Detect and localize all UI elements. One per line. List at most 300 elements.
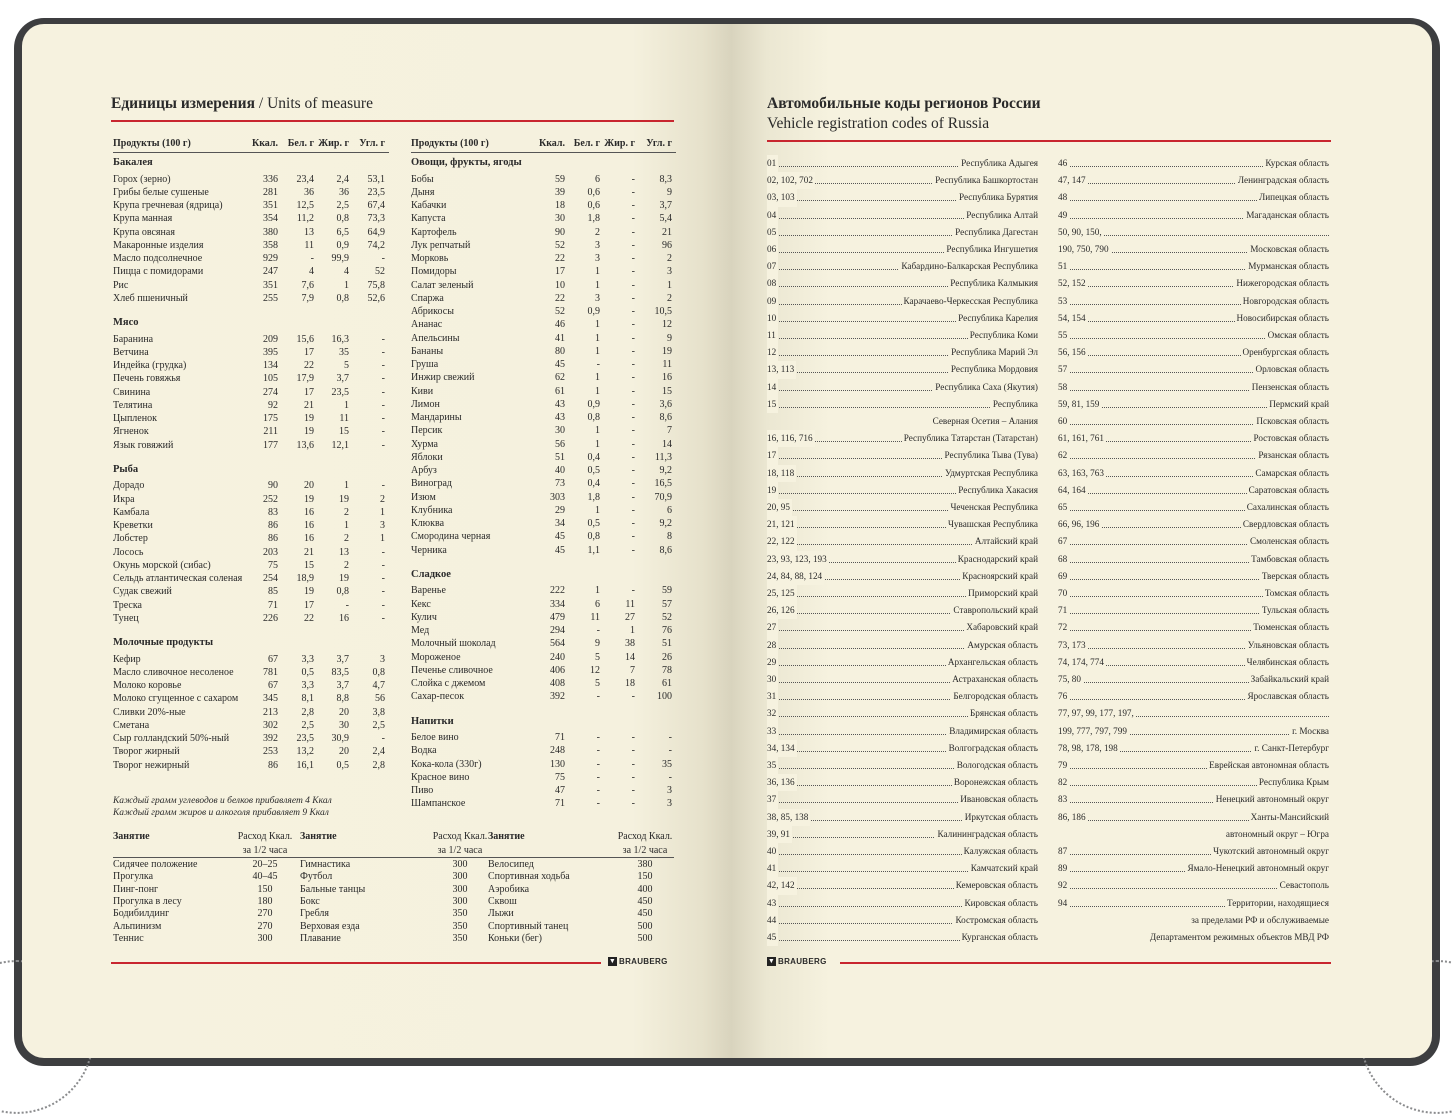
region-name: Магаданская область	[1244, 207, 1329, 224]
food-kcal: 45	[555, 359, 565, 370]
units-title-separator: /	[255, 95, 268, 112]
food-row	[113, 719, 389, 732]
food-row	[113, 706, 389, 719]
food-fat: 1	[630, 625, 635, 636]
vehicle-code: 54, 154	[1058, 310, 1088, 327]
food-name: Кока-кола (330г)	[411, 758, 482, 770]
vehicle-code-row	[1058, 654, 1329, 671]
food-fat: 6,5	[336, 226, 349, 238]
vehicle-code-row	[767, 740, 1038, 757]
region-name: Камчатский край	[969, 860, 1038, 877]
vehicle-code: 31	[767, 688, 778, 705]
food-name: Кекс	[411, 598, 431, 610]
vehicle-code: 62	[1058, 447, 1069, 464]
food-carbs: 9,2	[659, 518, 672, 529]
food-kcal: 30	[555, 213, 565, 225]
activity-header-consumption: Расход Ккал.	[432, 831, 488, 842]
food-name: Слойка с джемом	[411, 678, 486, 689]
food-carbs: 3,7	[659, 200, 672, 211]
food-carbs: -	[381, 559, 385, 571]
food-protein: 0,5	[587, 518, 600, 529]
food-name: Макаронные изделия	[113, 239, 204, 251]
food-fat: -	[631, 226, 635, 238]
vehicle-code-row	[767, 293, 1038, 310]
food-fat: 2	[344, 506, 349, 518]
food-row	[411, 744, 676, 757]
food-kcal: 302	[263, 719, 278, 731]
food-row	[411, 239, 676, 252]
food-name: Грибы белые сушеные	[113, 186, 209, 198]
region-name: Республика Бурятия	[957, 189, 1038, 206]
activity-row	[488, 908, 675, 920]
food-kcal: 45	[555, 544, 565, 556]
food-name: Бананы	[411, 345, 444, 357]
food-carbs: 52,6	[367, 292, 385, 304]
food-name: Пицца с помидорами	[113, 266, 204, 278]
vehicle-code-row	[767, 155, 1038, 172]
food-carbs: 51	[662, 638, 672, 650]
vehicle-code: 63, 163, 763	[1058, 465, 1106, 482]
food-protein: 16	[304, 520, 314, 531]
region-name: Воронежская область	[952, 774, 1038, 791]
food-row	[113, 333, 389, 346]
vehicle-code: 69	[1058, 568, 1069, 585]
vehicle-codes-title-ru: Автомобильные коды регионов России	[767, 95, 1041, 112]
region-name: Орловская область	[1253, 361, 1329, 378]
activity-kcal: 350	[452, 933, 468, 945]
food-kcal: 59	[555, 173, 565, 185]
food-fat: 27	[625, 611, 635, 623]
food-fat: 16	[339, 612, 349, 624]
food-fat: -	[631, 491, 635, 503]
food-row	[411, 371, 676, 384]
vehicle-code-row	[767, 241, 1038, 258]
food-protein: 5	[595, 651, 600, 663]
food-kcal: 408	[550, 678, 565, 689]
food-protein: 0,6	[587, 186, 600, 198]
food-carbs: -	[381, 599, 385, 611]
vehicle-code: 73, 173	[1058, 637, 1088, 654]
food-kcal: 29	[555, 504, 565, 516]
vehicle-code: 02, 102, 702	[767, 172, 815, 189]
food-row	[411, 491, 676, 504]
activity-name: Сидячее положение	[113, 859, 198, 870]
food-row	[113, 572, 389, 585]
activity-header-rule	[113, 857, 674, 858]
vehicle-code: 03, 103	[767, 189, 797, 206]
food-kcal: 175	[263, 413, 278, 424]
activity-row	[113, 896, 295, 908]
region-name: Республика Марий Эл	[949, 344, 1038, 361]
food-kcal: 281	[263, 186, 278, 198]
region-name: Калининградская область	[935, 826, 1038, 843]
vehicle-code: 26, 126	[767, 602, 797, 619]
vehicle-code-row	[767, 568, 1038, 585]
region-name: Пензенская область	[1250, 379, 1329, 396]
vehicle-code: 94	[1058, 895, 1069, 912]
vehicle-code-row	[1058, 224, 1329, 241]
food-protein: 13	[304, 226, 314, 238]
food-protein: -	[596, 732, 600, 743]
food-protein: 7,9	[301, 292, 314, 304]
food-kcal: 86	[268, 520, 278, 531]
food-fat: -	[631, 292, 635, 304]
food-row	[411, 358, 676, 371]
food-protein: -	[596, 798, 600, 810]
vehicle-code-row	[1058, 895, 1329, 912]
activity-kcal: 270	[257, 908, 273, 920]
food-protein: 0,6	[587, 200, 600, 211]
food-protein: 11	[304, 239, 314, 251]
food-name: Красное вино	[411, 771, 470, 783]
food-carbs: 1	[380, 533, 385, 545]
food-kcal: 52	[555, 239, 565, 251]
food-fat: 23,5	[331, 386, 349, 398]
nutrition-note-1: Каждый грамм углеводов и белков прибавляет 4 Ккал	[113, 796, 332, 806]
food-carbs: -	[381, 333, 385, 345]
food-kcal: 61	[555, 385, 565, 397]
food-carbs: 3	[667, 266, 672, 278]
food-name: Печенье сливочное	[411, 664, 493, 676]
activity-kcal: 300	[452, 859, 468, 870]
vehicle-code-row	[767, 602, 1038, 619]
food-kcal: 90	[268, 480, 278, 492]
region-name: Псковская область	[1254, 413, 1329, 430]
food-protein: 0,9	[587, 398, 600, 410]
region-name: Еврейская автономная область	[1207, 757, 1329, 774]
food-carbs: 61	[662, 678, 672, 689]
region-name: Московская область	[1248, 241, 1329, 258]
region-name: Ненецкий автономный округ	[1214, 791, 1329, 808]
food-carbs: 9	[667, 332, 672, 344]
food-name: Сыр голландский 50%-ный	[113, 733, 230, 744]
food-row	[113, 359, 389, 372]
food-name: Цыпленок	[113, 413, 157, 424]
food-carbs: 2,8	[372, 759, 385, 771]
food-protein: 1	[595, 504, 600, 516]
food-fat: -	[631, 319, 635, 331]
food-name: Масло подсолнечное	[113, 253, 203, 264]
region-name: Амурская область	[965, 637, 1038, 654]
brauberg-logo-mark: ▼	[608, 958, 617, 965]
food-carbs: 1	[667, 279, 672, 291]
food-row	[411, 677, 676, 690]
food-name: Яблоки	[411, 451, 443, 463]
region-name: Тамбовская область	[1249, 551, 1329, 568]
food-row	[411, 265, 676, 278]
food-kcal: 392	[263, 733, 278, 744]
region-name: Мурманская область	[1246, 258, 1329, 275]
food-protein: 23,5	[296, 733, 314, 744]
food-fat: -	[631, 798, 635, 810]
food-name: Баранина	[113, 333, 154, 345]
vehicle-code: 92	[1058, 877, 1069, 894]
vehicle-code: 12	[767, 344, 778, 361]
food-row	[113, 532, 389, 545]
activity-name: Прогулка в лесу	[113, 896, 182, 908]
food-name: Кабачки	[411, 200, 447, 211]
food-header-rule	[411, 152, 676, 153]
vehicle-code-row	[1058, 310, 1329, 327]
region-name: Республика Татарстан (Татарстан)	[902, 430, 1038, 447]
vehicle-code-row	[1058, 551, 1329, 568]
activity-name: Бокс	[300, 896, 320, 908]
region-name: Омская область	[1266, 327, 1329, 344]
food-kcal: 351	[263, 200, 278, 211]
vehicle-code: 42, 142	[767, 877, 797, 894]
food-protein: 2,5	[301, 719, 314, 731]
food-row	[113, 506, 389, 519]
vehicle-code: 34, 134	[767, 740, 797, 757]
food-name: Ягненок	[113, 426, 149, 438]
region-name: Республика Ингушетия	[944, 241, 1038, 258]
vehicle-code-row	[1058, 533, 1329, 550]
vehicle-code-row	[767, 705, 1038, 722]
food-protein: 1,8	[587, 213, 600, 225]
vehicle-code-continuation: Департаментом режимных объектов МВД РФ	[1149, 932, 1329, 942]
region-name: Республика Алтай	[964, 207, 1038, 224]
vehicle-code-row	[1058, 568, 1329, 585]
food-fat: 11	[339, 413, 349, 424]
activity-row	[488, 896, 675, 908]
food-carbs: -	[381, 612, 385, 624]
food-kcal: 75	[555, 771, 565, 783]
food-name: Хурма	[411, 438, 438, 450]
vehicle-code-row	[767, 516, 1038, 533]
region-name: Курганская область	[960, 929, 1038, 946]
vehicle-code: 39, 91	[767, 826, 792, 843]
food-carbs: -	[668, 771, 672, 783]
food-fat: -	[631, 785, 635, 796]
food-name: Варенье	[411, 585, 446, 597]
vehicle-code: 45	[767, 929, 778, 946]
food-name: Хлеб пшеничный	[113, 292, 188, 304]
units-title-ru: Единицы измерения	[111, 95, 256, 112]
food-protein: 17	[304, 386, 314, 398]
food-protein: 1	[595, 372, 600, 384]
food-kcal: 351	[263, 279, 278, 291]
food-carbs: 67,4	[367, 200, 385, 211]
food-row	[113, 265, 389, 278]
food-fat: 19	[339, 493, 349, 505]
food-fat: -	[631, 544, 635, 556]
food-kcal: 358	[263, 239, 278, 251]
vehicle-code-row	[1058, 619, 1329, 636]
food-protein: 1,1	[587, 544, 600, 556]
vehicle-code: 57	[1058, 361, 1069, 378]
food-carbs: -	[381, 439, 385, 451]
food-category: Бакалея	[113, 157, 153, 168]
food-carbs: 2,5	[372, 719, 385, 731]
region-name: Сахалинская область	[1245, 499, 1329, 516]
food-kcal: 17	[555, 266, 565, 278]
vehicle-code-row	[1058, 602, 1329, 619]
food-name: Киви	[411, 385, 434, 397]
food-kcal: 222	[550, 585, 565, 597]
food-name: Шампанское	[411, 798, 466, 810]
food-carbs: 8	[667, 531, 672, 543]
food-name: Апельсины	[411, 332, 460, 344]
food-kcal: 479	[550, 611, 565, 623]
region-name: Челябинская область	[1245, 654, 1329, 671]
food-row	[113, 519, 389, 532]
region-name: Оренбургская область	[1241, 344, 1330, 361]
food-carbs: 59	[662, 585, 672, 597]
food-protein: 36	[304, 186, 314, 198]
food-protein: 21	[304, 399, 314, 411]
food-fat: -	[631, 425, 635, 437]
food-kcal: 380	[263, 226, 278, 238]
region-name: Удмуртская Республика	[943, 465, 1038, 482]
food-fat: 0,5	[336, 759, 349, 771]
activity-kcal: 300	[452, 896, 468, 908]
vehicle-code: 76	[1058, 688, 1069, 705]
vehicle-code: 25, 125	[767, 585, 797, 602]
food-carbs: -	[381, 586, 385, 598]
vehicle-code-row	[1058, 155, 1329, 172]
food-row	[411, 598, 676, 611]
region-name: Республика Крым	[1257, 774, 1329, 791]
region-name: Чувашская Республика	[946, 516, 1038, 533]
food-row	[113, 599, 389, 612]
region-name: Ивановская область	[958, 791, 1038, 808]
food-name: Крупа овсяная	[113, 226, 175, 238]
food-name: Кулич	[411, 611, 437, 623]
region-name: Костромская область	[953, 912, 1038, 929]
food-fat: -	[631, 253, 635, 264]
activity-row	[113, 908, 295, 920]
activity-name: Спортивная ходьба	[488, 871, 570, 883]
food-protein: 0,8	[587, 412, 600, 423]
food-kcal: 334	[550, 598, 565, 610]
food-fat: -	[631, 691, 635, 703]
food-fat: 35	[339, 346, 349, 358]
food-fat: -	[345, 599, 349, 611]
food-carbs: 9,2	[659, 465, 672, 476]
vehicle-code-row	[767, 189, 1038, 206]
food-carbs: 96	[662, 239, 672, 251]
food-carbs: -	[381, 373, 385, 385]
food-name: Персик	[411, 425, 443, 437]
food-fat: 83,5	[331, 666, 349, 678]
vehicle-code-continuation: автономный округ – Югра	[1225, 828, 1329, 839]
vehicle-code: 67	[1058, 533, 1069, 550]
food-kcal: 67	[268, 680, 278, 691]
food-name: Ананас	[411, 319, 443, 331]
food-fat: 99,9	[331, 253, 349, 264]
food-carbs: 57	[662, 598, 672, 610]
region-name: Калужская область	[962, 843, 1038, 860]
food-kcal: 45	[555, 531, 565, 543]
food-protein: 22	[304, 612, 314, 624]
food-name: Пиво	[411, 785, 434, 796]
food-kcal: 10	[555, 279, 565, 291]
vehicle-code-row	[767, 224, 1038, 241]
vehicle-code-row	[767, 929, 1038, 946]
food-fat: -	[631, 173, 635, 185]
food-name: Спаржа	[411, 292, 444, 304]
food-fat: 1	[344, 480, 349, 492]
region-name: Красноярский край	[960, 568, 1038, 585]
vehicle-code-row	[767, 637, 1038, 654]
food-protein: -	[596, 745, 600, 757]
food-carbs: 8,3	[659, 173, 672, 185]
food-name: Кефир	[113, 653, 141, 665]
vehicle-code-row	[1058, 860, 1329, 877]
food-name: Креветки	[113, 520, 153, 531]
food-name: Лук репчатый	[411, 239, 471, 251]
vehicle-code: 19	[767, 482, 778, 499]
vehicle-code-row	[767, 533, 1038, 550]
food-row	[113, 666, 389, 679]
food-name: Дыня	[411, 186, 435, 198]
food-kcal: 51	[555, 451, 565, 463]
vehicle-code-row	[767, 430, 1038, 447]
region-name: Республика Карелия	[956, 310, 1038, 327]
vehicle-code-row	[767, 310, 1038, 327]
region-name: Новосибирская область	[1235, 310, 1330, 327]
food-protein: 1	[595, 319, 600, 331]
food-name: Камбала	[113, 506, 150, 518]
activity-kcal: 400	[637, 883, 653, 895]
units-title	[111, 95, 373, 113]
food-fat: -	[631, 359, 635, 370]
food-carbs: 9	[667, 186, 672, 198]
food-fat: 18	[625, 678, 635, 689]
food-row	[113, 692, 389, 705]
vehicle-code-row	[1058, 258, 1329, 275]
activity-row	[113, 933, 295, 945]
food-name: Сахар-песок	[411, 691, 465, 703]
activity-kcal: 300	[452, 883, 468, 895]
food-kcal: 67	[268, 653, 278, 665]
food-protein: 19	[304, 493, 314, 505]
vehicle-code-row	[767, 551, 1038, 568]
food-fat: -	[631, 745, 635, 757]
vehicle-code-row	[1058, 740, 1329, 757]
food-name: Икра	[113, 493, 135, 505]
activity-kcal: 20–25	[252, 859, 278, 870]
food-row	[411, 173, 676, 186]
food-row	[411, 212, 676, 225]
food-row	[113, 212, 389, 225]
food-fat: 12,1	[331, 439, 349, 451]
region-name: Тульская область	[1260, 602, 1329, 619]
food-header-kcal: Ккал.	[538, 138, 565, 149]
food-row	[113, 732, 389, 745]
region-name: Алтайский край	[973, 533, 1038, 550]
food-row	[411, 292, 676, 305]
vehicle-code: 38, 85, 138	[767, 809, 810, 826]
food-carbs: 12	[662, 319, 672, 331]
food-row	[411, 584, 676, 597]
food-row	[411, 226, 676, 239]
food-name: Творог нежирный	[113, 759, 190, 771]
food-protein: 22	[304, 360, 314, 371]
food-carbs: -	[381, 413, 385, 424]
vehicle-code-row	[1058, 189, 1329, 206]
region-name: Саратовская область	[1247, 482, 1329, 499]
vehicle-code: 21, 121	[767, 516, 797, 533]
food-fat: 2	[344, 559, 349, 571]
vehicle-code: 06	[767, 241, 778, 258]
food-fat: -	[631, 239, 635, 251]
food-name: Изюм	[411, 491, 436, 503]
food-carbs: -	[381, 733, 385, 744]
food-kcal: 213	[263, 706, 278, 718]
food-fat: 8,8	[336, 693, 349, 705]
activity-name: Велосипед	[488, 859, 534, 870]
